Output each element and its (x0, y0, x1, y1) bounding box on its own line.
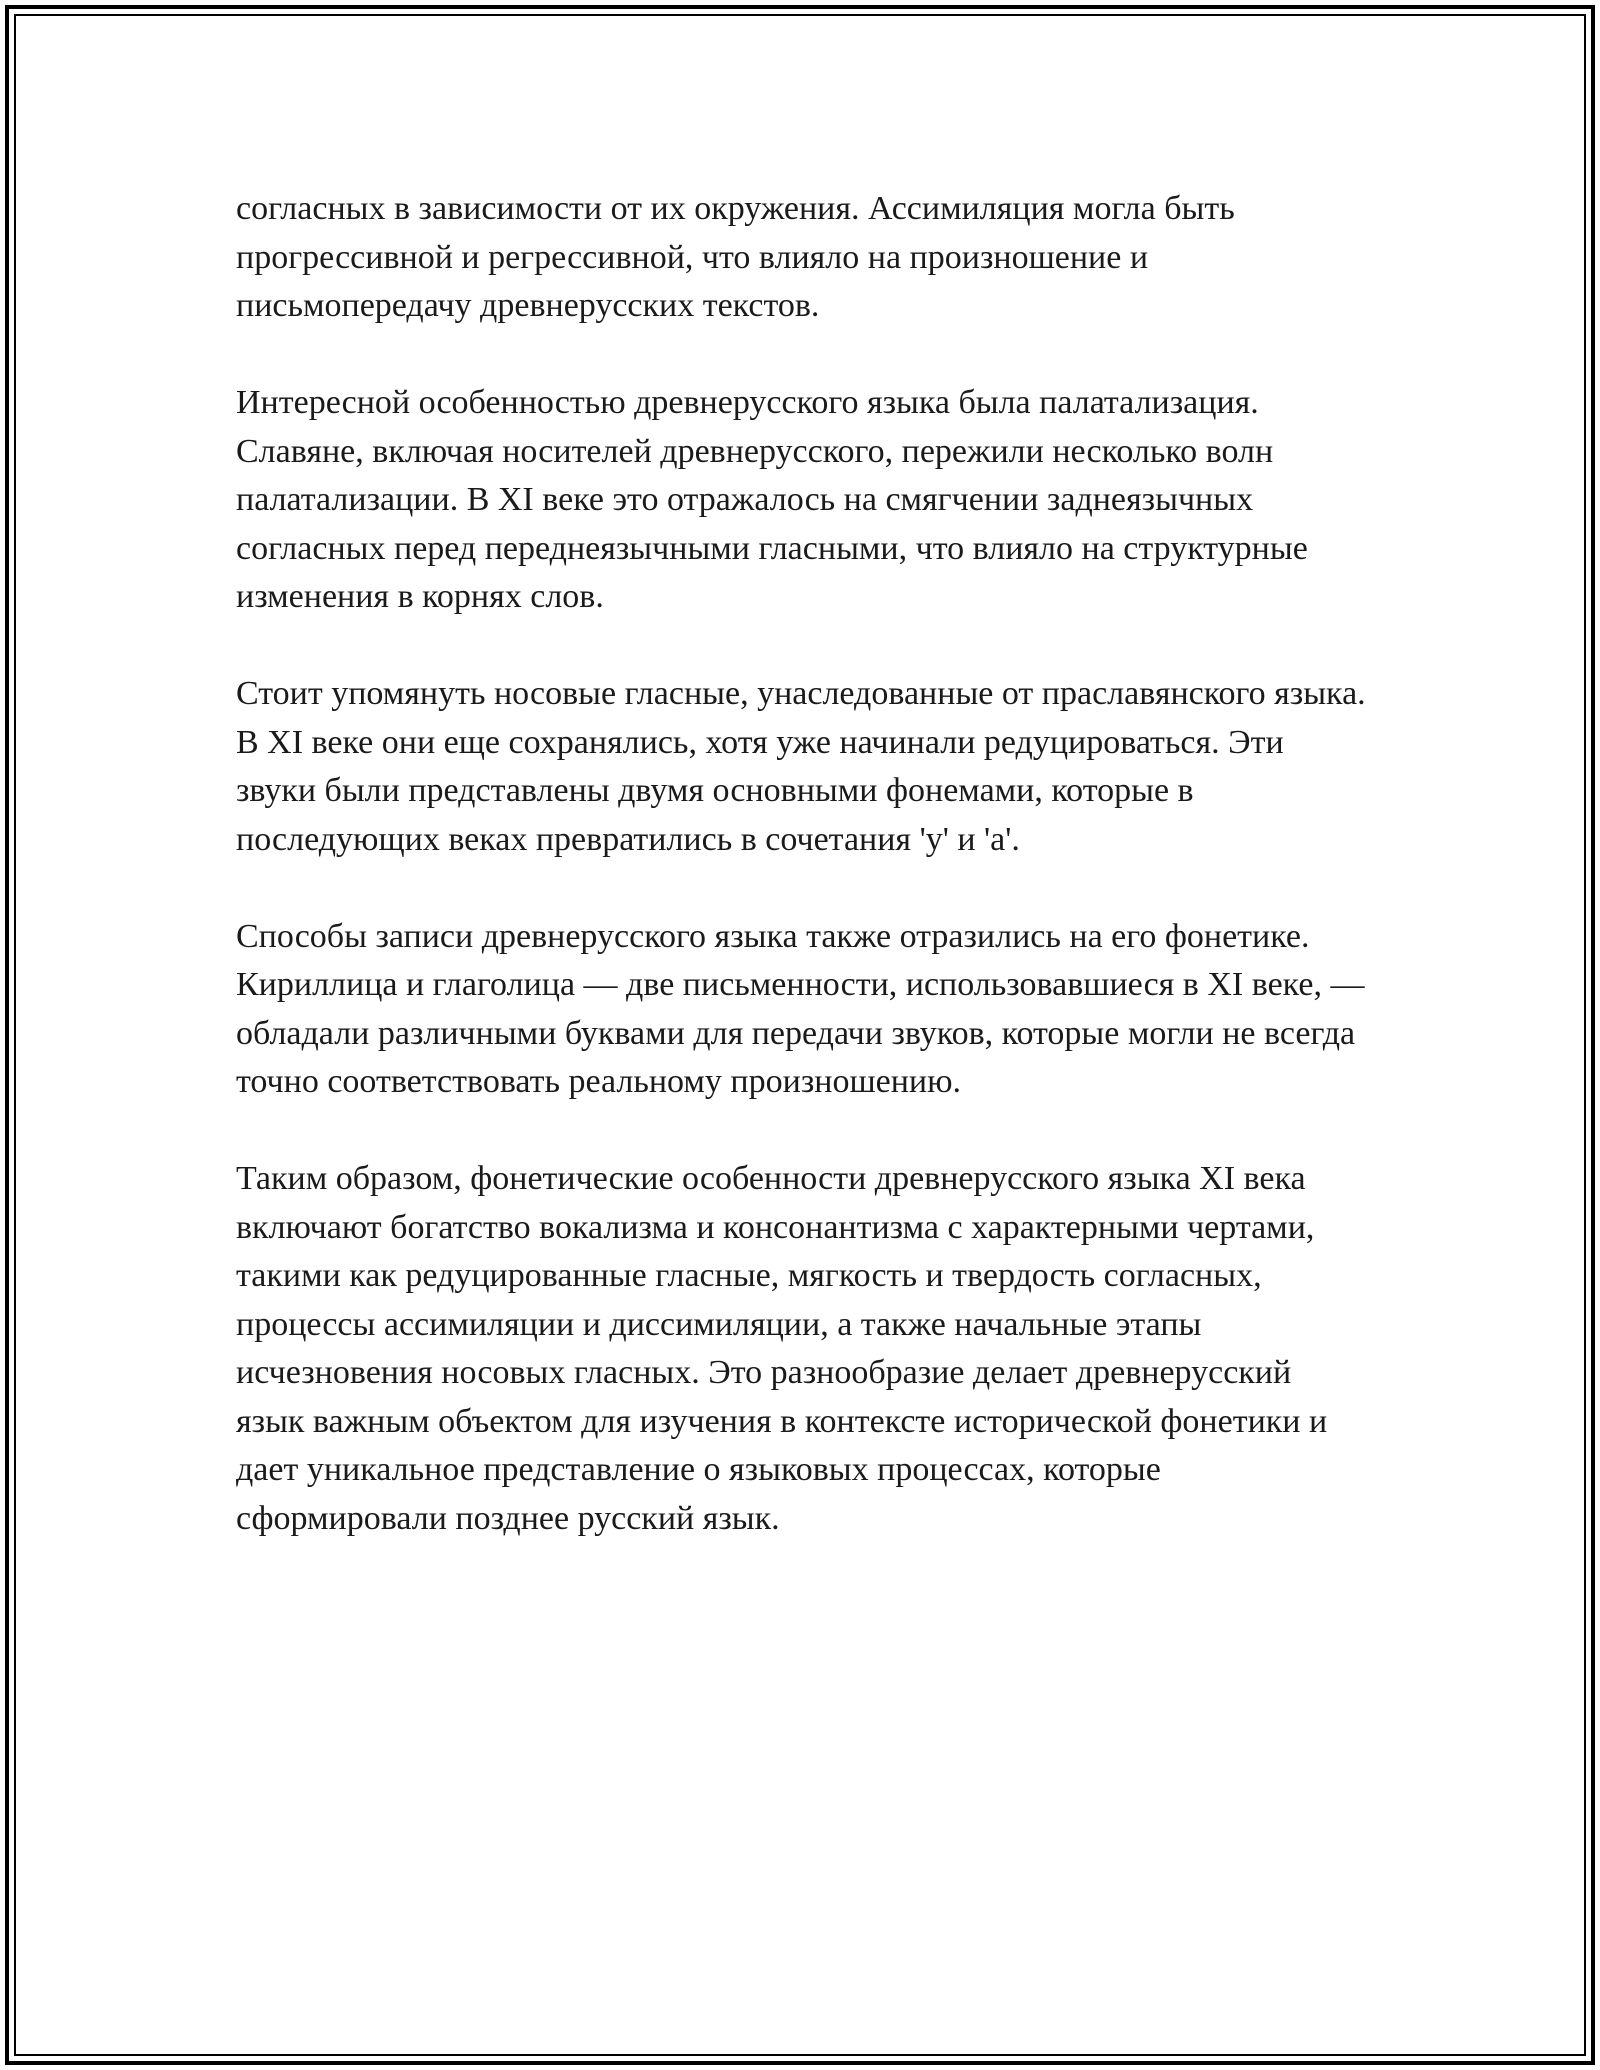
paragraph-conclusion: Таким образом, фонетические особенности древнерусского языка XI века включают богатство вокализма и консонантизма с характерными чертами, такими как редуцированные гласные, мягкость и твердость согласных, процессы ассимиляции и диссимиляции, а также начальные этапы исчезновения носовых гласных. Это разнообразие делает древнерусский язык важным объектом для изучения в контексте исторической фонетики и дает уникальное представление о языковых процессах, которые сформировали позднее русский язык. (236, 1160, 1328, 1537)
document-body (236, 185, 1366, 1543)
paragraph-palatalization: Интересной особенностью древнерусского языка была палатализация. Славяне, включая носителей древнерусского, пережили несколько волн палатализации. В XI веке это отражалось на смягчении заднеязычных согласных перед переднеязычными гласными, что влияло на структурные изменения в корнях слов. (236, 384, 1308, 615)
paragraph-assimilation: согласных в зависимости от их окружения. Ассимиляция могла быть прогрессивной и регрессивной, что влияло на произношение и письмопередачу древнерусских текстов. (236, 190, 1235, 324)
paragraph-writing-systems: Способы записи древнерусского языка также отразились на его фонетике. Кириллица и глаголица — две письменности, использовавшиеся в XI веке, — обладали различными буквами для передачи звуков, которые могли не всегда точно соответствовать реальному произношению. (236, 917, 1365, 1100)
paragraph-nasal-vowels: Стоит упомянуть носовые гласные, унаследованные от праславянского языка. В XI веке они еще сохранялись, хотя уже начинали редуцироваться. Эти звуки были представлены двумя основными фонемами, которые в последующих веках превратились в сочетания 'у' и 'а'. (236, 675, 1366, 858)
